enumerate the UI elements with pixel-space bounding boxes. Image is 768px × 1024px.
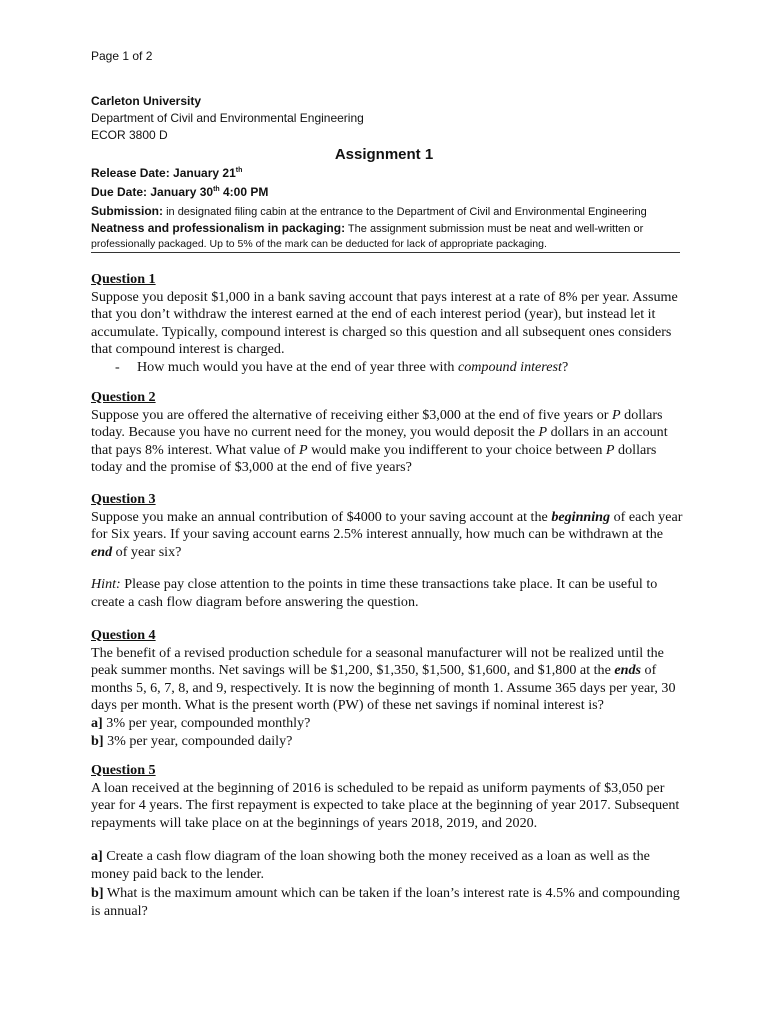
question-4-part-a [91,715,683,733]
question-4-text [91,645,683,715]
question-2-text-part: dollars today and the promise of $3,000 at the end of five years? [91,441,657,476]
part-b-text: 3% per year, compounded daily? [103,732,293,749]
emphasis-end: end [91,543,113,560]
question-1-heading: Question 1 [91,271,156,287]
due-date-text: Due Date: January 30 [91,185,214,199]
question-4-part-b [91,733,683,751]
question-1 [91,271,683,377]
question-5-part-b [91,885,683,920]
question-4-text-part: The benefit of a revised production schedule for a seasonal manufacturer will not be realized until the peak summer months. Net savings will be $1,200, $1,350, $1,500, $1,600, and $1,800 at the [91,644,664,679]
question-3-text [91,509,683,562]
release-date [91,165,242,181]
submission-info [91,203,647,220]
question-4-heading: Question 4 [91,627,156,643]
question-4 [91,627,683,750]
due-date [91,184,268,200]
neatness-info [91,220,643,237]
page-title: Assignment 1 [334,146,434,163]
release-date-suffix: th [235,167,243,174]
question-2-text-part: Suppose you are offered the alternative of receiving either $3,000 at the end of five years or [91,406,613,423]
part-b-label: b] [91,732,104,749]
question-1-bullet-text: How much would you have at the end of year three with [137,358,458,375]
question-3 [91,491,683,561]
part-a-text: Create a cash flow diagram of the loan showing both the money received as a loan as well as the money paid back to the lender. [91,848,650,882]
variable-p: P [612,406,621,423]
question-1-bullet [91,359,683,377]
hint-paragraph [91,576,683,611]
question-2-text [91,407,683,477]
question-3-text-part: of year six? [112,543,182,560]
question-3-hint [91,576,683,611]
question-5-heading: Question 5 [91,762,156,778]
bullet-dash: - [115,358,120,375]
page-number: Page 1 of 2 [91,49,153,63]
course-code: ECOR 3800 D [91,128,168,142]
part-a-text: 3% per year, compounded monthly? [102,714,311,731]
variable-p: P [538,424,548,441]
hint-label: Hint: [91,576,121,592]
question-4-text-part: of months 5, 6, 7, 8, and 9, respectively. It is now the beginning of month 1. Assume 365 days per year, 30 days per month. What is the present worth (PW) of these net savings if nominal interest is? [91,662,676,714]
question-5-part-b-paragraph [91,885,683,920]
question-2-heading: Question 2 [91,389,156,405]
question-5-text: A loan received at the beginning of 2016 is scheduled to be repaid as uniform payments of $3,050 per year for 4 years. The first repayment is expected to take place at the beginning of year 2017. Subsequent repayments will take place on at the beginnings of years 2018, 2019, and 2020. [91,779,680,831]
question-2-text-part: dollars today. Because you have no current need for the money, you would deposit the [91,406,663,441]
submission-label: Submission: [91,204,164,218]
part-b-label: b] [91,885,104,901]
neatness-label: Neatness and professionalism in packaging: [91,221,346,235]
question-2-text-part: would make you indifferent to your choice between [307,441,606,458]
header-divider [91,252,680,253]
question-5-part-a-paragraph [91,848,683,883]
question-1-bullet-italic: compound interest [457,358,562,375]
part-b-text: What is the maximum amount which can be taken if the loan’s interest rate is 4.5% and compounding is annual? [91,885,680,919]
question-3-text-part: of each year for Six years. If your saving account earns 2.5% interest annually, how much can be withdrawn at the [91,508,683,543]
emphasis-beginning: beginning [551,508,611,525]
question-1-bullet-end: ? [561,358,569,375]
question-2 [91,389,683,477]
question-3-text-part: Suppose you make an annual contribution of $4000 to your saving account at the [91,508,552,525]
question-3-heading: Question 3 [91,491,156,507]
due-date-suffix: th [213,186,220,193]
variable-p: P [605,441,615,458]
department-name: Department of Civil and Environmental Engineering [91,111,364,125]
question-1-text: Suppose you deposit $1,000 in a bank saving account that pays interest at a rate of 8% per year. Assume that you don’t withdraw the interest earned at the end of each interest period (year), but instead let it accumulate. Typically, compound interest is charged so this question and all subsequent ones considers that compound interest is charged. [91,288,678,358]
university-name: Carleton University [91,94,202,108]
variable-p: P [298,441,308,458]
neatness-text: The assignment submission must be neat and well-written or [345,223,644,235]
question-5 [91,762,683,832]
emphasis-ends: ends [614,662,642,679]
submission-text: in designated filing cabin at the entrance to the Department of Civil and Environmental Engineering [163,206,647,218]
neatness-info-continued: professionally packaged. Up to 5% of the mark can be deducted for lack of appropriate packaging. [91,238,547,250]
hint-text: Please pay close attention to the points in time these transactions take place. It can be useful to create a cash flow diagram before answering the question. [91,576,658,610]
question-5-part-a [91,848,683,883]
part-a-label: a] [91,714,103,731]
due-time: 4:00 PM [219,185,269,199]
release-date-text: Release Date: January 21 [91,166,236,180]
question-2-text-part: dollars in an account that pays 8% interest. What value of [91,424,668,458]
part-a-label: a] [91,848,103,864]
